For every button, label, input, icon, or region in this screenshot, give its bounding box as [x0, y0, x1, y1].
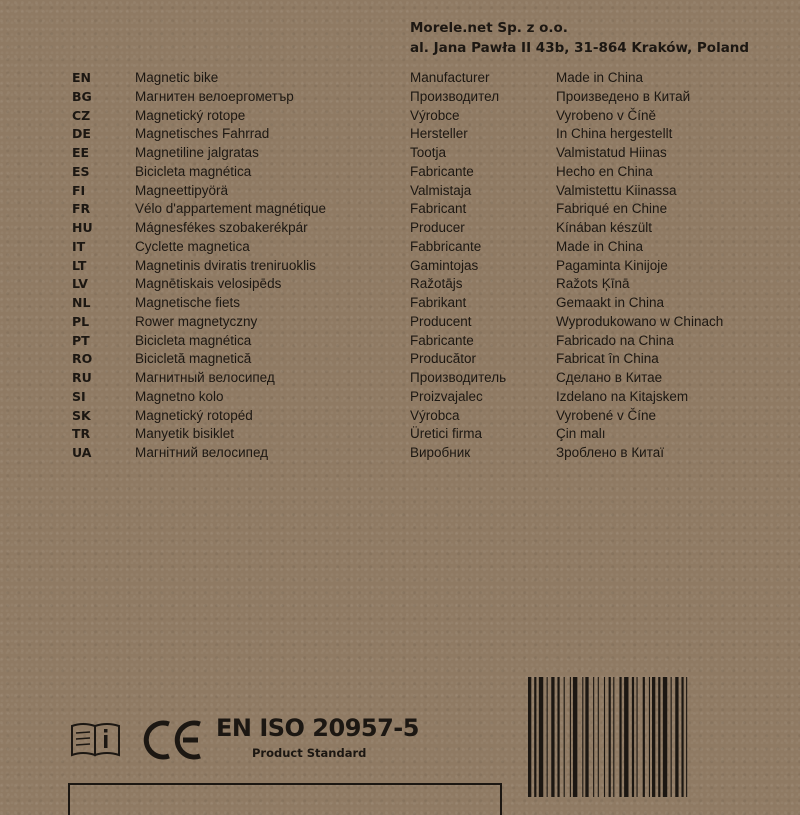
- manufacturer-label: Producent: [410, 313, 472, 329]
- manufacturer-label: Fabbricante: [410, 238, 482, 254]
- origin-label: Fabricado na China: [556, 332, 674, 348]
- barcode-bar: [582, 677, 583, 797]
- barcode-bar: [671, 677, 672, 797]
- language-code: PL: [72, 313, 90, 329]
- origin-label: Ražots Ķīnā: [556, 276, 630, 292]
- barcode-bar: [652, 677, 655, 797]
- barcode-bar: [547, 677, 548, 797]
- product-name: Bicicletă magnetică: [135, 351, 252, 367]
- manufacturer-label: Hersteller: [410, 126, 468, 142]
- product-name: Magnētiskais velosipēds: [135, 276, 282, 292]
- product-name: Магнитен велоергометър: [135, 88, 294, 104]
- product-name: Bicicleta magnética: [135, 163, 252, 179]
- origin-label: Произведено в Китай: [556, 88, 691, 104]
- language-code: FR: [72, 201, 91, 217]
- barcode-icon: [528, 677, 730, 797]
- barcode-bar: [649, 677, 650, 797]
- language-code: FI: [72, 182, 86, 198]
- language-code: SK: [72, 407, 91, 423]
- product-name: Магнітний велосипед: [135, 445, 269, 460]
- manufacturer-label: Tootja: [410, 145, 447, 160]
- standard-subtitle: Product Standard: [252, 746, 367, 760]
- language-code: IT: [72, 238, 86, 254]
- product-name: Cyclette magnetica: [135, 238, 250, 254]
- language-code: ES: [72, 163, 90, 179]
- origin-label: Fabricat în China: [556, 351, 659, 367]
- label-footer: [0, 690, 800, 800]
- product-name: Rower magnetyczny: [135, 313, 258, 329]
- manufacturer-address-block: [410, 18, 749, 58]
- manufacturer-label: Výrobce: [410, 107, 460, 123]
- manufacturer-label: Valmistaja: [410, 182, 472, 198]
- barcode-bar: [619, 677, 621, 797]
- barcode-bar: [624, 677, 628, 797]
- language-code: RO: [72, 351, 93, 367]
- company-address: al. Jana Pawła II 43b, 31-864 Kraków, Poland: [410, 40, 750, 56]
- product-name: Magnetický rotope: [135, 107, 246, 123]
- language-code: LT: [72, 257, 87, 273]
- manufacturer-label: Producător: [410, 351, 477, 367]
- product-name: Magnetisches Fahrrad: [135, 126, 270, 142]
- origin-label: Vyrobené v Číne: [556, 407, 657, 423]
- language-code: EE: [72, 145, 90, 160]
- origin-label: Зроблено в Китаї: [556, 445, 665, 460]
- product-name: Magnetický rotopéd: [135, 407, 253, 423]
- product-name: Magnetinis dviratis treniruoklis: [135, 257, 316, 273]
- origin-label: In China hergestellt: [556, 126, 673, 142]
- barcode-bar: [573, 677, 577, 797]
- barcode-bar: [632, 677, 634, 797]
- language-code: PT: [72, 332, 90, 348]
- product-name: Magnetische fiets: [135, 295, 241, 310]
- barcode-bar: [528, 677, 531, 797]
- product-name: Vélo d'appartement magnétique: [135, 201, 326, 217]
- origin-label: Valmistettu Kiinassa: [556, 182, 677, 198]
- origin-label: Valmistatud Hiinas: [556, 145, 667, 160]
- barcode-bar: [643, 677, 645, 797]
- language-code: LV: [72, 276, 88, 292]
- origin-label: Vyrobeno v Číně: [556, 107, 657, 123]
- barcode-bar: [593, 677, 594, 797]
- barcode-bar: [585, 677, 588, 797]
- product-code-box: [68, 783, 502, 815]
- origin-label: Gemaakt in China: [556, 295, 665, 310]
- barcode-bar: [613, 677, 614, 797]
- manufacturer-label: Fabrikant: [410, 295, 467, 310]
- language-code: RU: [72, 370, 92, 385]
- origin-label: Kínában készült: [556, 220, 653, 235]
- product-name: Magnetiline jalgratas: [135, 145, 259, 160]
- manufacturer-label: Proizvajalec: [410, 388, 483, 404]
- language-code: EN: [72, 70, 92, 85]
- manufacturer-label: Виробник: [410, 445, 471, 460]
- product-name: Magneettipyörä: [135, 182, 229, 198]
- barcode-bar: [557, 677, 559, 797]
- manufacturer-label: Fabricante: [410, 332, 474, 348]
- language-code: NL: [72, 295, 91, 310]
- barcode-bar: [663, 677, 667, 797]
- language-code: BG: [72, 88, 92, 104]
- barcode-bar: [539, 677, 543, 797]
- barcode-bar: [604, 677, 605, 797]
- origin-label: Made in China: [556, 238, 644, 254]
- manufacturer-label: Производитель: [410, 370, 507, 385]
- language-code: DE: [72, 126, 91, 142]
- language-code: CZ: [72, 107, 91, 123]
- manufacturer-label: Manufacturer: [410, 70, 490, 85]
- origin-label: Fabriqué en Chine: [556, 201, 668, 217]
- product-name: Mágnesfékes szobakerékpár: [135, 220, 308, 235]
- language-code: TR: [72, 426, 91, 442]
- ce-mark-icon: [143, 718, 205, 762]
- origin-label: Wyprodukowano w Chinach: [556, 313, 724, 329]
- company-name: Morele.net Sp. z o.o.: [410, 20, 568, 36]
- product-name: Manyetik bisiklet: [135, 426, 235, 442]
- barcode-bar: [564, 677, 565, 797]
- barcode-bar: [681, 677, 683, 797]
- product-name: Bicicleta magnética: [135, 332, 252, 348]
- manufacturer-label: Fabricant: [410, 201, 467, 217]
- manufacturer-label: Üretici firma: [410, 426, 483, 442]
- language-code: HU: [72, 220, 93, 235]
- standard-title: EN ISO 20957-5: [216, 714, 419, 742]
- product-name: Магнитный велосипед: [135, 370, 275, 385]
- manufacturer-label: Výrobca: [410, 407, 460, 423]
- barcode-bar: [637, 677, 638, 797]
- barcode-bar: [570, 677, 571, 797]
- manufacturer-label: Производител: [410, 88, 500, 104]
- manufacturer-label: Ražotājs: [410, 276, 463, 292]
- barcode-bar: [598, 677, 599, 797]
- manufacturer-label: Fabricante: [410, 163, 474, 179]
- origin-label: Çin malı: [556, 426, 606, 442]
- barcode-bar: [551, 677, 554, 797]
- read-manual-icon: [70, 720, 122, 758]
- barcode-bar: [658, 677, 660, 797]
- manufacturer-label: Gamintojas: [410, 257, 479, 273]
- origin-label: Made in China: [556, 70, 644, 85]
- origin-label: Hecho en China: [556, 163, 653, 179]
- barcode-bar: [609, 677, 611, 797]
- barcode-bar: [675, 677, 678, 797]
- barcode-bar: [534, 677, 536, 797]
- barcode-bar: [686, 677, 687, 797]
- origin-label: Сделано в Китае: [556, 370, 663, 385]
- origin-label: Pagaminta Kinijoje: [556, 257, 668, 273]
- language-code: UA: [72, 445, 92, 460]
- language-code: SI: [72, 388, 86, 404]
- origin-label: Izdelano na Kitajskem: [556, 388, 689, 404]
- manufacturer-label: Producer: [410, 220, 465, 235]
- product-name: Magnetic bike: [135, 70, 219, 85]
- product-name: Magnetno kolo: [135, 388, 224, 404]
